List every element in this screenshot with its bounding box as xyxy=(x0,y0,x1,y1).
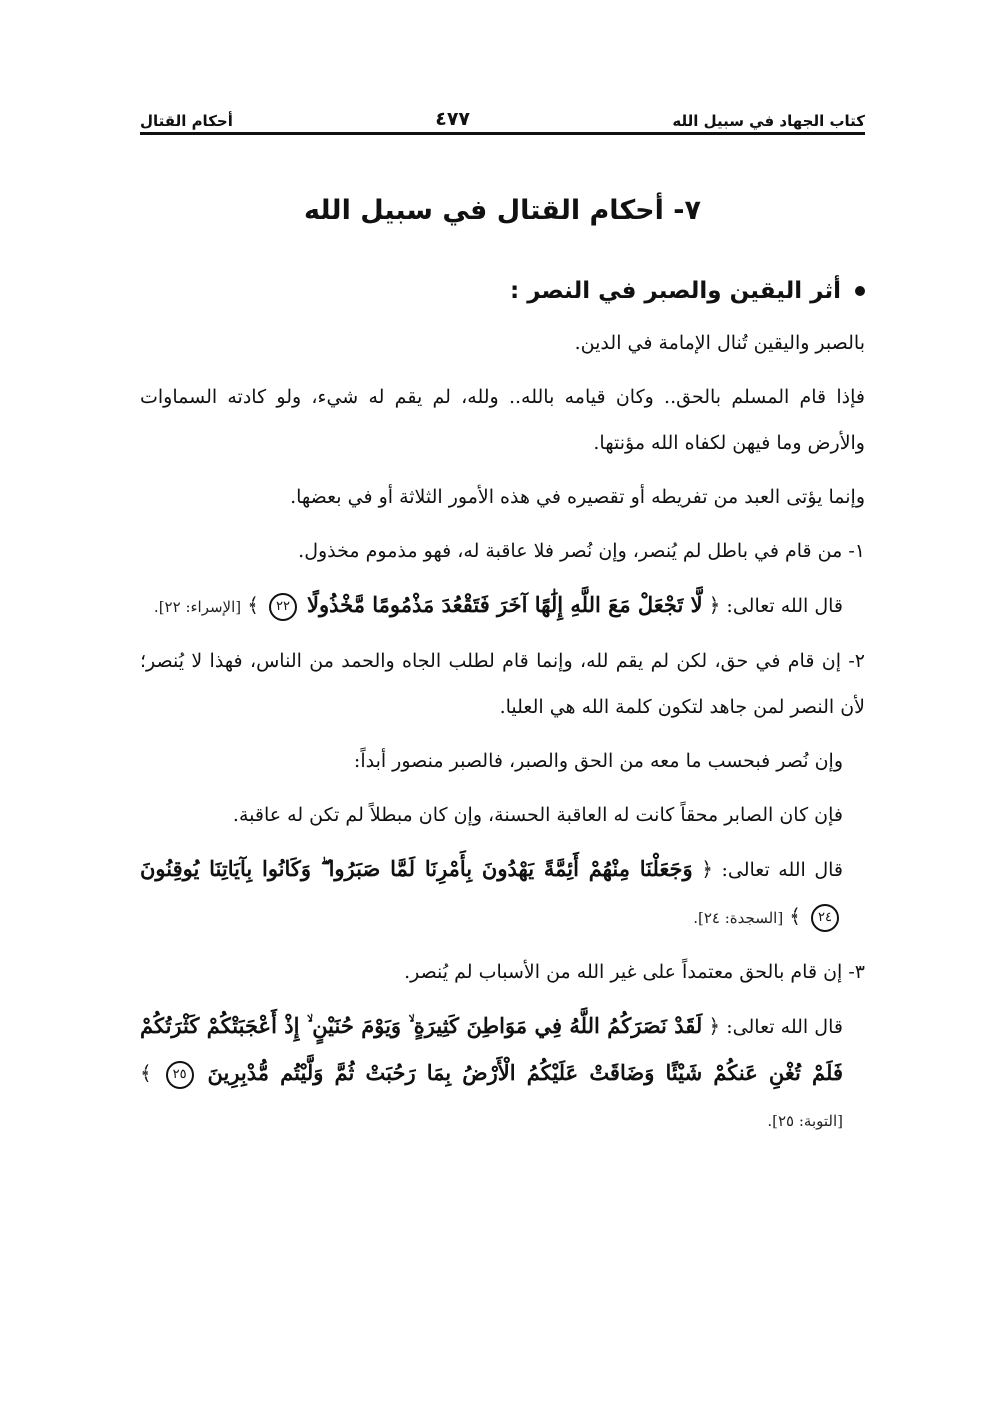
bullet-icon xyxy=(855,286,865,296)
header-chapter-title: أحكام القتال xyxy=(140,112,233,130)
brace-open-icon: ﴿ xyxy=(708,1014,721,1038)
verse-intro: قال الله تعالى: xyxy=(721,859,843,881)
intro-paragraph-3: وإنما يؤتى العبد من تفريطه أو تقصيره في هذه الأمور الثلاثة أو في بعضها. xyxy=(290,486,865,508)
point-2-paragraph-3: فإن كان الصابر محقاً كانت له العاقبة الحسنة، وإن كان مبطلاً لم تكن له عاقبة. xyxy=(232,804,843,826)
point-2-text: ٢- إن قام في حق، لكن لم يقم لله، وإنما قام لطلب الجاه والحمد من الناس، فهذا لا يُنصر؛ لأن النصر لمن جاهد لتكون كلمة الله هي العليا. xyxy=(140,650,865,718)
page-number: ٤٧٧ xyxy=(435,108,471,130)
brace-close-icon: ﴾ xyxy=(247,593,259,617)
ayah-number-badge: ٢٥ xyxy=(166,1061,194,1089)
brace-close-icon: ﴾ xyxy=(789,904,801,928)
running-header xyxy=(140,96,865,130)
intro-paragraph-2: فإذا قام المسلم بالحق.. وكان قيامه بالله.. ولله، لم يقم له شيء، ولو كادته السماوات والأرض وما فيهن لكفاه الله مؤنتها. xyxy=(140,386,865,454)
brace-close-icon: ﴾ xyxy=(140,1061,152,1085)
ayah-number-badge: ٢٤ xyxy=(811,904,839,932)
chapter-heading: ٧- أحكام القتال في سبيل الله xyxy=(304,195,701,226)
point-2-verse xyxy=(140,846,865,941)
brace-open-icon: ﴿ xyxy=(708,593,721,617)
intro-paragraph-1: بالصبر واليقين تُنال الإمامة في الدين. xyxy=(574,332,865,354)
brace-open-icon: ﴿ xyxy=(701,857,713,881)
section-heading xyxy=(140,278,865,304)
verse-reference: [السجدة: ٢٤]. xyxy=(693,909,784,927)
header-divider xyxy=(140,132,865,135)
point-3-verse xyxy=(140,1003,865,1144)
section-heading-text: أثر اليقين والصبر في النصر : xyxy=(510,278,841,304)
point-1-text: ١- من قام في باطل لم يُنصر، وإن نُصر فلا عاقبة له، فهو مذموم مخذول. xyxy=(298,540,865,562)
verse-intro: قال الله تعالى: xyxy=(726,1016,843,1038)
verse-reference: [الإسراء: ٢٢]. xyxy=(153,598,242,616)
page-content xyxy=(140,195,865,1152)
ayah-number-badge: ٢٢ xyxy=(269,593,297,621)
header-book-title: كتاب الجهاد في سبيل الله xyxy=(672,112,865,130)
verse-intro: قال الله تعالى: xyxy=(726,595,843,617)
point-1-verse xyxy=(140,582,865,630)
point-3-text: ٣- إن قام بالحق معتمداً على غير الله من الأسباب لم يُنصر. xyxy=(404,961,865,983)
quran-verse: لَّا تَجْعَلْ مَعَ اللَّهِ إِلَٰهًا آخَرَ فَتَقْعُدَ مَذْمُومًا مَّخْذُولًا xyxy=(307,592,703,617)
quran-verse: لَقَدْ نَصَرَكُمُ اللَّهُ فِي مَوَاطِنَ كَثِيرَةٍ ۙ وَيَوْمَ حُنَيْنٍ ۙ إِذْ أَعْجَبَتْكُمْ كَثْرَتُكُمْ فَلَمْ تُغْنِ عَنكُمْ شَيْئًا وَضَاقَتْ عَلَيْكُمُ الْأَرْضُ بِمَا رَحُبَتْ ثُمَّ وَلَّيْتُم مُّدْبِرِينَ xyxy=(140,1013,843,1085)
verse-reference: [التوبة: ٢٥]. xyxy=(767,1112,843,1130)
point-2-paragraph-2: وإن نُصر فبحسب ما معه من الحق والصبر، فالصبر منصور أبداً: xyxy=(353,750,843,772)
quran-verse: وَجَعَلْنَا مِنْهُمْ أَئِمَّةً يَهْدُونَ بِأَمْرِنَا لَمَّا صَبَرُوا ۖ وَكَانُوا بِآيَاتِنَا يُوقِنُونَ xyxy=(140,856,693,881)
